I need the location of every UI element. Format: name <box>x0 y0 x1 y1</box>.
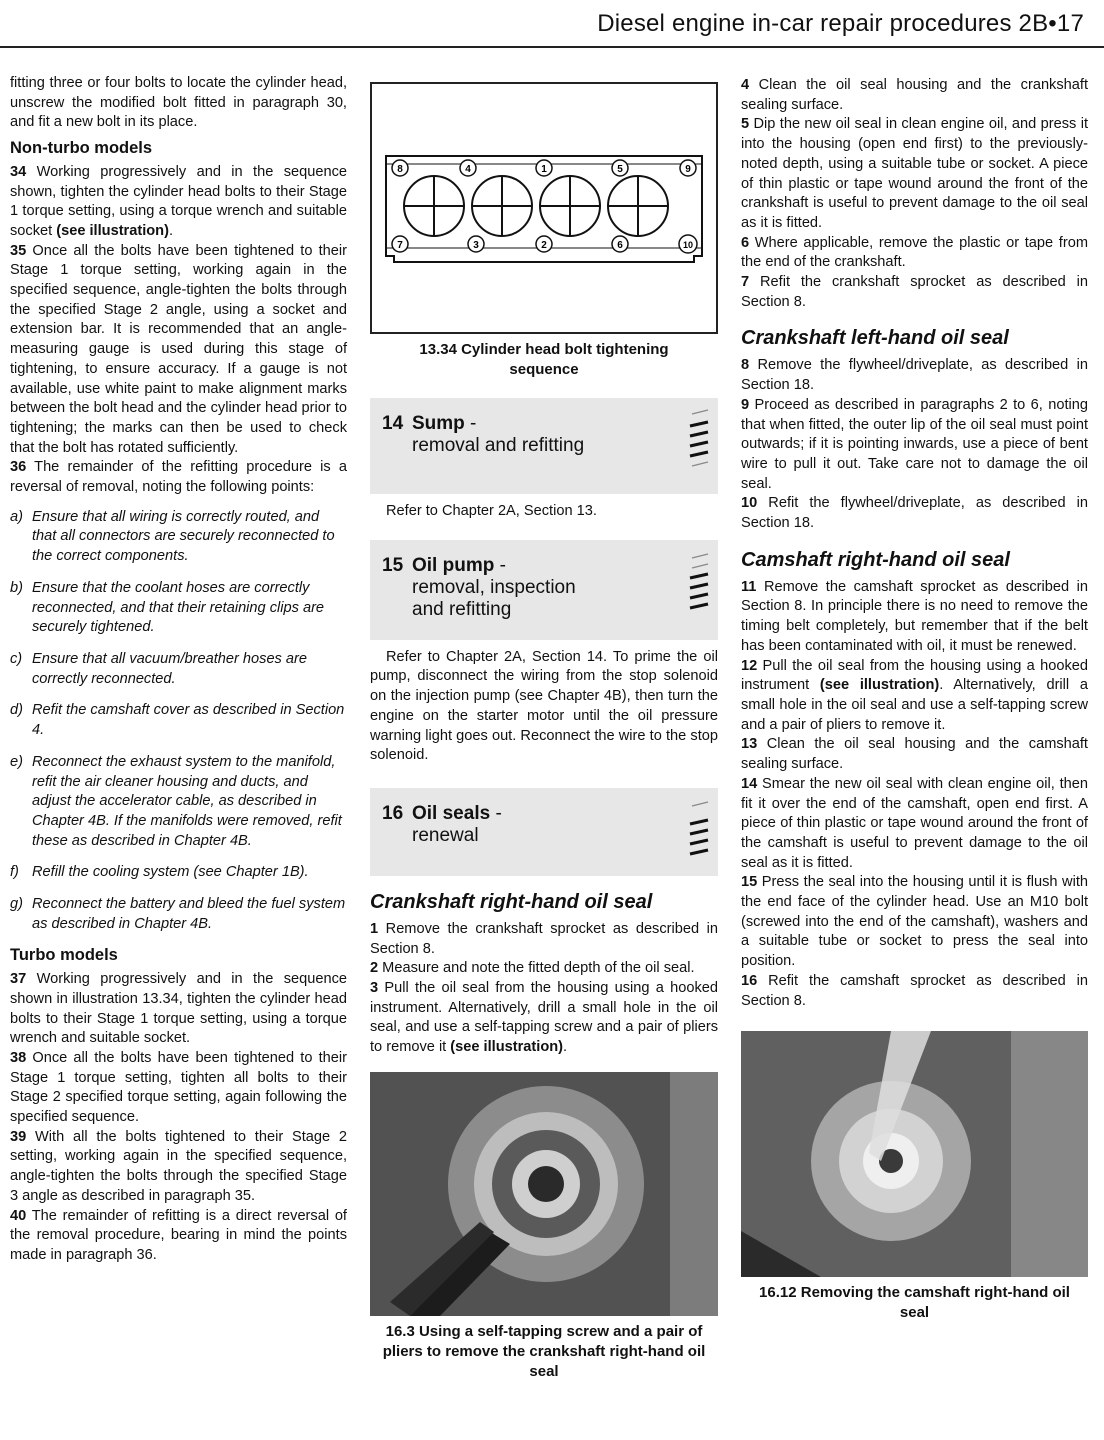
list-letter: e) <box>10 753 23 770</box>
list-text: Refit the camshaft cover as described in Section 4. <box>32 702 345 739</box>
figure-cylinder-head-diagram <box>370 82 718 334</box>
paragraph-34 <box>10 163 347 242</box>
paragraph-9 <box>741 396 1088 495</box>
section-box-14 <box>370 398 718 494</box>
camshaft-seal-photo <box>741 1031 1088 1277</box>
wrench-outline <box>692 802 708 806</box>
bolt-number: 3 <box>473 240 479 251</box>
heading-camshaft-right-hand: Camshaft right-hand oil seal <box>741 548 1010 571</box>
section-subtitle: renewal <box>412 824 479 846</box>
list-item <box>10 895 347 934</box>
list-letter: g) <box>10 896 23 913</box>
heading-crankshaft-left-hand: Crankshaft left-hand oil seal <box>741 327 1009 350</box>
paragraph-end: . <box>168 222 174 239</box>
list-letter: d) <box>10 702 23 719</box>
section-title <box>412 556 506 576</box>
paragraph-number: 2 <box>370 960 379 977</box>
crankshaft-seal-photo <box>370 1072 718 1316</box>
bolt-number: 7 <box>397 240 403 251</box>
bolts-bottom-row <box>392 235 697 253</box>
list-item <box>10 650 347 689</box>
paragraph-text: Remove the camshaft sprocket as described in Section 8. In principle there is no need to remove the timing belt completely, but remember that if the belt has been contaminated with oil, it must be renewed. <box>741 578 1088 654</box>
paragraph-4 <box>741 76 1088 115</box>
paragraph-text: Working progressively and in the sequence shown, tighten the cylinder head bolts to their Stage 1 torque setting, using a torque wrench and suitable socket <box>10 163 347 239</box>
paragraph-7 <box>741 273 1088 312</box>
photo-crankshaft-seal <box>370 1072 718 1316</box>
wrench-outline <box>692 462 708 466</box>
section-title-text: Oil pump <box>412 554 495 576</box>
section-number: 14 <box>382 413 404 434</box>
paragraph-text: Press the seal into the housing until it is flush with the end face of the cylinder head. Use an M10 bolt (screwed into the end of the camshaft), washers and a suitable tube or socket to press the seal into position. <box>741 874 1088 970</box>
wrench-solid <box>690 830 708 834</box>
section-subtitle: removal and refitting <box>412 435 585 456</box>
paragraph-number: 34 <box>10 163 27 180</box>
list-letter: c) <box>10 650 23 667</box>
page-header <box>0 0 1104 50</box>
paragraph-number: 16 <box>741 972 758 989</box>
wrench-solid <box>690 850 708 854</box>
section-dash: - <box>490 802 502 824</box>
list-text: Ensure that all vacuum/breather hoses are correctly reconnected. <box>32 650 308 687</box>
bolt-number: 1 <box>541 164 547 175</box>
wrench-solid <box>690 594 708 598</box>
wrench-solid <box>690 452 708 456</box>
paragraph-text: Once all the bolts have been tightened to their Stage 1 torque setting, tighten all bolts to their Stage 2 specified torque setting, again following the specified sequence. <box>10 1049 347 1126</box>
paragraph-text: Proceed as described in paragraphs 2 to 6, noting that when fitted, the outer lip of the oil seal must point outwards; if it is pointing inwards, use a piece of bent wire to pull it out. Take care not to damage the oil seal. <box>741 396 1088 492</box>
illustration-ref: (see illustration) <box>450 1039 564 1056</box>
section-15-text: Refer to Chapter 2A, Section 14. To prime the oil pump, disconnect the wiring from the stop solenoid on the injection pump (see Chapter 4B), then turn the engine on the starter motor until the oil pressure warning light goes out. Reconnect the wire to the stop solenoid. <box>370 648 718 764</box>
paragraph-text: Measure and note the fitted depth of the oil seal. <box>378 960 695 977</box>
list-text: Ensure that the coolant hoses are correctly reconnected, and that their retaining clips are securely tightened. <box>32 579 325 636</box>
paragraph-number: 10 <box>741 495 758 512</box>
section-number: 16 <box>382 802 404 824</box>
paragraph-text: Where applicable, remove the plastic or tape from the end of the crankshaft. <box>741 234 1088 271</box>
cylinders <box>404 176 668 236</box>
photo-caption-16-3: 16.3 Using a self-tapping screw and a pair of pliers to remove the crankshaft right-hand oil seal <box>382 1322 706 1380</box>
paragraph-number: 11 <box>741 578 757 595</box>
paragraph-number: 5 <box>741 116 750 133</box>
paragraph-36 <box>10 458 347 497</box>
wrench-outline <box>692 564 708 568</box>
paragraph-text: Clean the oil seal housing and the crankshaft sealing surface. <box>741 77 1088 113</box>
list-item <box>10 701 347 740</box>
wrench-solid <box>690 820 708 824</box>
section-subtitle: removal, inspection <box>412 576 576 598</box>
column-right <box>741 76 1088 1323</box>
paragraph-end: . Alternatively, drill a small hole in the oil seal and use a self-tapping screw and a pair of pliers to remove it. <box>741 677 1089 733</box>
bolt-number: 2 <box>541 240 547 251</box>
paragraph-number: 7 <box>741 274 750 291</box>
list-letter: b) <box>10 579 23 596</box>
illustration-ref: (see illustration) <box>56 222 169 239</box>
illustration-ref: (see illustration) <box>819 677 940 694</box>
crankshaft-bore <box>528 1166 564 1202</box>
photo-camshaft-seal <box>741 1031 1088 1277</box>
paragraph-text: Refit the crankshaft sprocket as described in Section 8. <box>741 274 1088 310</box>
heading-crankshaft-right-hand: Crankshaft right-hand oil seal <box>370 890 653 913</box>
list-letter: f) <box>10 864 19 881</box>
heading-turbo: Turbo models <box>10 946 118 965</box>
paragraph-number: 37 <box>10 971 27 988</box>
paragraph-number: 38 <box>10 1049 27 1066</box>
section-number: 15 <box>382 554 404 576</box>
heading-non-turbo: Non-turbo models <box>10 139 153 158</box>
paragraph-12 <box>741 657 1088 736</box>
paragraph-number: 12 <box>741 657 758 674</box>
paragraph-2 <box>370 959 718 979</box>
wrench-solid <box>690 442 708 446</box>
paragraph-35 <box>10 242 347 459</box>
wrench-solid <box>690 604 708 608</box>
paragraph-number: 3 <box>370 980 379 997</box>
paragraph-13 <box>741 735 1088 774</box>
paragraph-number: 36 <box>10 459 27 476</box>
paragraph-39 <box>10 1128 347 1207</box>
paragraph-38 <box>10 1049 347 1128</box>
paragraph-40 <box>10 1207 347 1266</box>
paragraph-1 <box>370 920 718 959</box>
paragraph-text: Clean the oil seal housing and the camshaft sealing surface. <box>741 736 1088 773</box>
difficulty-wrench-icon <box>686 798 712 874</box>
bolt-number: 8 <box>397 164 403 175</box>
paragraph-number: 40 <box>10 1207 27 1224</box>
bolts-top-row <box>392 160 696 176</box>
paragraph-text: Dip the new oil seal in clean engine oil, and press it into the housing (open end first) to the previously-noted depth, using a suitable tube or socket. A piece of thin plastic or tape wound around the front of the crankshaft is useful to prevent damage to the oil seal as it is fitted. <box>741 116 1088 231</box>
wrench-solid <box>690 584 708 588</box>
paragraph-end: . <box>563 1039 568 1056</box>
difficulty-wrench-icon <box>686 408 712 484</box>
paragraph-5 <box>741 115 1088 233</box>
paragraph-text: Pull the oil seal from the housing using a hooked instrument <box>741 657 1088 694</box>
paragraph-text: Remove the crankshaft sprocket as described in Section 8. <box>370 920 718 957</box>
paragraph-6 <box>741 234 1088 273</box>
section-14-text: Refer to Chapter 2A, Section 13. <box>386 503 597 519</box>
difficulty-wrench-icon <box>686 550 712 626</box>
paragraph-11 <box>741 578 1088 657</box>
paragraph-text: Refit the camshaft sprocket as described in Section 8. <box>741 972 1088 1009</box>
paragraph-number: 35 <box>10 242 27 259</box>
list-text: Reconnect the exhaust system to the manifold, refit the air cleaner housing and ducts, and adjust the accelerator cable, as described in Chapter 4B. If the manifolds were removed, refit these as described in Chapter 4B. <box>32 753 342 849</box>
bolt-number: 6 <box>617 240 623 251</box>
paragraph-number: 13 <box>741 736 758 753</box>
paragraph-number: 39 <box>10 1128 27 1145</box>
header-rule <box>0 46 1104 48</box>
paragraph-text: Remove the flywheel/driveplate, as described in Section 18. <box>741 357 1088 394</box>
paragraph-14 <box>741 775 1088 874</box>
column-left <box>10 74 347 1266</box>
paragraph-number: 4 <box>741 77 750 93</box>
paragraph-text: Refit the flywheel/driveplate, as described in Section 18. <box>741 495 1088 532</box>
paragraph-number: 9 <box>741 396 750 413</box>
paragraph-text: Once all the bolts have been tightened to their Stage 1 torque setting, working again in the specified sequence, angle-tighten the bolts through the specified Stage 2 angle, using a socket and extension bar. It is recommended that an angle-measuring gauge is used during this stage of tightening, to ensure accuracy. If a gauge is not available, use white paint to make alignment marks between the bolt head and the cylinder head prior to tightening; the marks can then be used to check that the bolt has rotated sufficiently. <box>10 242 347 456</box>
paragraph-number: 6 <box>741 234 750 251</box>
paragraph-10 <box>741 494 1088 533</box>
bolt-number: 10 <box>682 240 694 250</box>
wrench-solid <box>690 432 708 436</box>
paragraph-16 <box>741 972 1088 1011</box>
list-text: Ensure that all wiring is correctly routed, and that all connectors are securely reconnected to the correct components. <box>32 508 335 565</box>
section-box-15 <box>370 540 718 640</box>
paragraph-text: With all the bolts tightened to their Stage 2 setting, working again in the specified sequence, angle-tighten the bolts through the specified Stage 3 angle as described in paragraph 35. <box>10 1128 347 1204</box>
photo-caption-16-12: 16.12 Removing the camshaft right-hand oil seal <box>759 1284 1070 1322</box>
casing-highlight <box>1011 1031 1088 1277</box>
section-title-text: Oil seals <box>412 802 491 824</box>
list-text: Reconnect the battery and bleed the fuel system as described in Chapter 4B. <box>32 896 346 932</box>
figure-caption-13-34: 13.34 Cylinder head bolt tightening sequence <box>419 341 669 378</box>
paragraph-number: 1 <box>370 920 379 937</box>
bolt-number: 4 <box>465 164 471 175</box>
section-title <box>412 414 476 434</box>
paragraph-37 <box>10 970 347 1049</box>
section-dash: - <box>494 554 506 576</box>
column-middle <box>370 82 718 1382</box>
paragraph-15 <box>741 873 1088 972</box>
wrench-outline <box>692 554 708 558</box>
paragraph-8 <box>741 356 1088 395</box>
wrench-solid <box>690 574 708 578</box>
section-box-16 <box>370 788 718 876</box>
bolt-number: 5 <box>617 164 623 175</box>
list-item <box>10 508 347 567</box>
paragraph-text: Working progressively and in the sequence shown in illustration 13.34, tighten the cylinder head bolts to their Stage 1 torque setting, using a torque wrench and suitable socket. <box>10 971 347 1047</box>
paragraph-number: 8 <box>741 357 750 374</box>
paragraph-intro: fitting three or four bolts to locate the cylinder head, unscrew the modified bolt fitted in paragraph 30, and fit a new bolt in its place. <box>10 75 347 131</box>
paragraph-3 <box>370 979 718 1058</box>
wrench-solid <box>690 840 708 844</box>
paragraph-text: Pull the oil seal from the housing using a hooked instrument. Alternatively, drill a small hole in the oil seal, and use a self-tapping screw and a pair of pliers to remove it <box>370 980 718 1056</box>
refit-points-list <box>10 508 347 935</box>
section-dash: - <box>464 413 477 434</box>
paragraph-text: The remainder of the refitting procedure is a reversal of removal, noting the following points: <box>10 459 347 496</box>
list-item <box>10 753 347 852</box>
paragraph-text: The remainder of refitting is a direct reversal of the removal procedure, bearing in mind the points made in paragraph 36. <box>10 1207 347 1263</box>
page-title: Diesel engine in-car repair procedures 2B•17 <box>597 10 1084 37</box>
paragraph-number: 15 <box>741 874 758 891</box>
wrench-solid <box>690 422 708 426</box>
paragraph-text: Smear the new oil seal with clean engine oil, then fit it over the end of the camshaft, open end first. A piece of thin plastic or tape wound around the front of the camshaft is useful to prevent damage to the oil seal as it is fitted. <box>741 775 1088 871</box>
list-item <box>10 863 347 883</box>
section-title <box>412 804 502 824</box>
list-letter: a) <box>10 508 23 525</box>
casing-highlight <box>670 1072 718 1316</box>
bolt-number: 9 <box>685 164 691 175</box>
section-subtitle-line3: and refitting <box>412 598 512 620</box>
wrench-outline <box>692 410 708 414</box>
list-item <box>10 579 347 638</box>
paragraph-number: 14 <box>741 775 758 792</box>
section-title-text: Sump <box>412 413 465 434</box>
list-text: Refill the cooling system (see Chapter 1B). <box>32 864 309 881</box>
cylinder-head-diagram <box>372 84 716 328</box>
